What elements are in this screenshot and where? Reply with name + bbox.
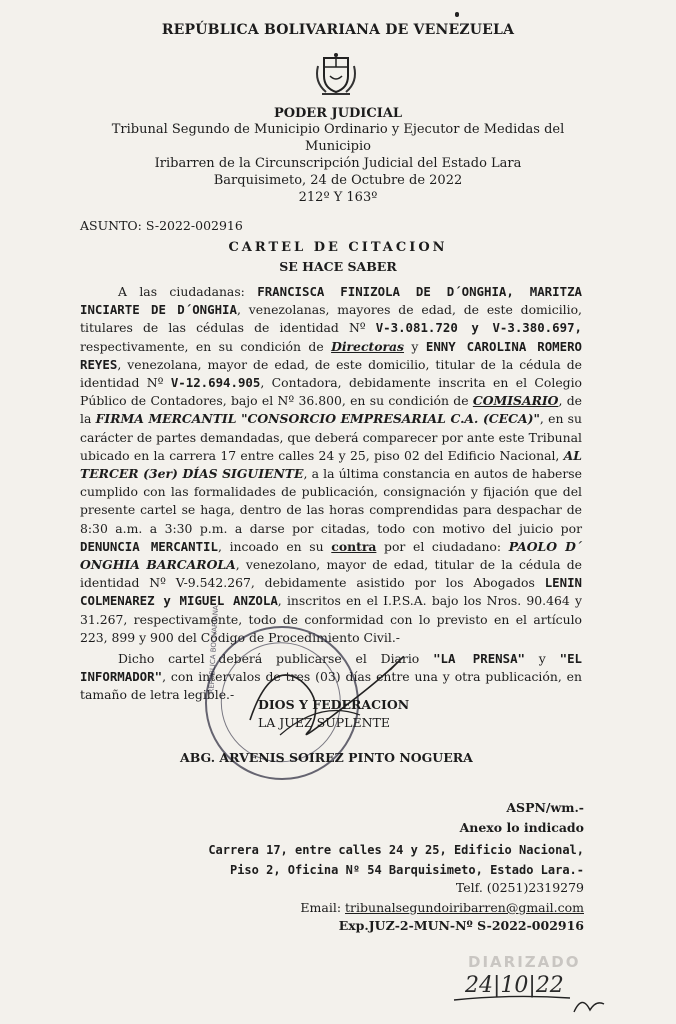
text-run: , venezolanas, mayores de edad, de este domicilio, titulares de las cédulas de identidad Nº bbox=[80, 302, 582, 336]
text-run: , Contadora, debidamente inscrita en el Colegio Público de Contadores, bajo el Nº 36.800, en su condición de bbox=[80, 375, 583, 409]
court-line-1: Tribunal Segundo de Municipio Ordinario y Ejecutor de Medidas del Municipio bbox=[111, 122, 565, 154]
text-run: Dicho cartel deberá publicarse el Diario bbox=[118, 651, 434, 666]
document-subtitle: SE HACE SABER bbox=[279, 259, 397, 274]
email-line bbox=[300, 898, 584, 918]
document-title: CARTEL DE CITACION bbox=[228, 240, 448, 255]
text-run: , de la bbox=[80, 393, 582, 427]
role-comisario: COMISARIO bbox=[472, 393, 559, 409]
years-line: 212º Y 163º bbox=[298, 190, 378, 205]
text-run: , incoado en su bbox=[217, 538, 332, 554]
judge-name: ABG. ARVENIS SOIREZ PINTO NOGUERA bbox=[180, 750, 473, 765]
newspaper-2: "EL INFORMADOR" bbox=[80, 651, 582, 685]
text-run: y bbox=[404, 338, 426, 354]
republic-heading: REPÚBLICA BOLIVARIANA DE VENEZUELA bbox=[161, 22, 515, 38]
closing-formula: DIOS Y FEDERACION bbox=[258, 697, 410, 712]
address-line-1: Carrera 17, entre calles 24 y 25, Edificio Nacional, bbox=[208, 843, 584, 857]
judicial-power-heading: PODER JUDICIAL bbox=[273, 106, 403, 121]
commissioner-id: V-12.694.905 bbox=[170, 375, 261, 391]
document-date: Barquisimeto, 24 de Octubre de 2022 bbox=[213, 173, 463, 188]
judge-role: LA JUEZ SUPLENTE bbox=[258, 715, 390, 730]
case-subject: ASUNTO: S-2022-002916 bbox=[80, 218, 243, 233]
ink-dot bbox=[455, 12, 459, 17]
body-paragraph-1 bbox=[80, 283, 582, 647]
phone-number: Telf. (0251)2319279 bbox=[455, 880, 584, 895]
signature-scribble bbox=[230, 640, 430, 750]
text-run: respectivamente, en su condición de bbox=[80, 338, 332, 354]
annex-note: Anexo lo indicado bbox=[459, 820, 584, 835]
text-run: por el ciudadano: bbox=[376, 538, 509, 554]
text-run: , con intervalos de tres (03) días entre una y otra publicación, en tamaño de letra legible.- bbox=[80, 669, 582, 703]
text-run: , en su carácter de partes demandadas, que deberá comparecer por ante este Tribunal ubicado en la carrera 17 entre calles 24 y 25, piso 02 del Edificio Nacional, bbox=[80, 411, 583, 463]
court-line-2: Iribarren de la Circunscripción Judicial del Estado Lara bbox=[154, 156, 522, 171]
text-run: , venezolana, mayor de edad, de este domicilio, titular de la cédula de identidad Nº bbox=[80, 356, 582, 391]
text-run: , a la última constancia en autos de haberse cumplido con las formalidades de publicación, consignación y fijación que del presente cartel se haga, dentro de las horas comprendidas para despachar de 8:30 a.m. a 3:30 p.m. a darse por citadas, todo con motivo del juicio por bbox=[80, 466, 582, 536]
email-link[interactable]: tribunalsegundoiribarren@gmail.com bbox=[345, 900, 584, 915]
text-run: A las ciudadanas: bbox=[118, 284, 258, 299]
defendant-names: FRANCISCA FINIZOLA DE D´ONGHIA, MARITZA INCIARTE DE D´ONGHIA bbox=[80, 284, 582, 318]
text-run: , inscritos en el I.P.S.A. bajo los Nros. 90.464 y 31.267, respectivamente, todo de conformidad con lo previsto en el artículo 223, 899 y 900 del Código de Procedimiento Civil.- bbox=[80, 593, 582, 645]
initials: ASPN/wm.- bbox=[506, 800, 584, 815]
handwritten-underline bbox=[452, 990, 612, 1020]
role-directoras: Directoras bbox=[331, 338, 405, 354]
case-type: DENUNCIA MERCANTIL bbox=[80, 538, 218, 554]
id-numbers: V-3.081.720 y V-3.380.697, bbox=[375, 320, 582, 336]
email-label: Email: bbox=[300, 900, 346, 915]
contra-word: contra bbox=[331, 538, 377, 554]
term-text: AL TERCER (3er) DÍAS SIGUIENTE bbox=[80, 447, 582, 482]
text-run: y bbox=[525, 651, 560, 666]
court-block bbox=[0, 121, 676, 206]
coat-of-arms-icon bbox=[310, 52, 362, 98]
text-run: , venezolano, mayor de edad, titular de la cédula de identidad Nº V-9.542.267, debidamente asistido por los Abogados bbox=[80, 557, 582, 591]
newspaper-1: "LA PRENSA" bbox=[433, 651, 525, 666]
diarizado-stamp: DIARIZADO bbox=[468, 953, 581, 971]
address-line-2: Piso 2, Oficina Nº 54 Barquisimeto, Estado Lara.- bbox=[229, 863, 584, 877]
plaintiff-name: PAOLO D´ ONGHIA BARCAROLA bbox=[80, 538, 583, 573]
lawyer-names: LENIN COLMENAREZ y MIGUEL ANZOLA bbox=[80, 575, 582, 609]
commissioner-name: ENNY CAROLINA ROMERO REYES bbox=[80, 338, 583, 372]
firm-name: FIRMA MERCANTIL "CONSORCIO EMPRESARIAL C.A. (CECA)" bbox=[95, 411, 540, 427]
handwritten-date: 24|10|22 bbox=[465, 973, 564, 998]
expedient-number: Exp.JUZ-2-MUN-Nº S-2022-002916 bbox=[338, 918, 584, 933]
stamp-text: REPUBLICA BOLIVARIANA bbox=[207, 605, 220, 694]
